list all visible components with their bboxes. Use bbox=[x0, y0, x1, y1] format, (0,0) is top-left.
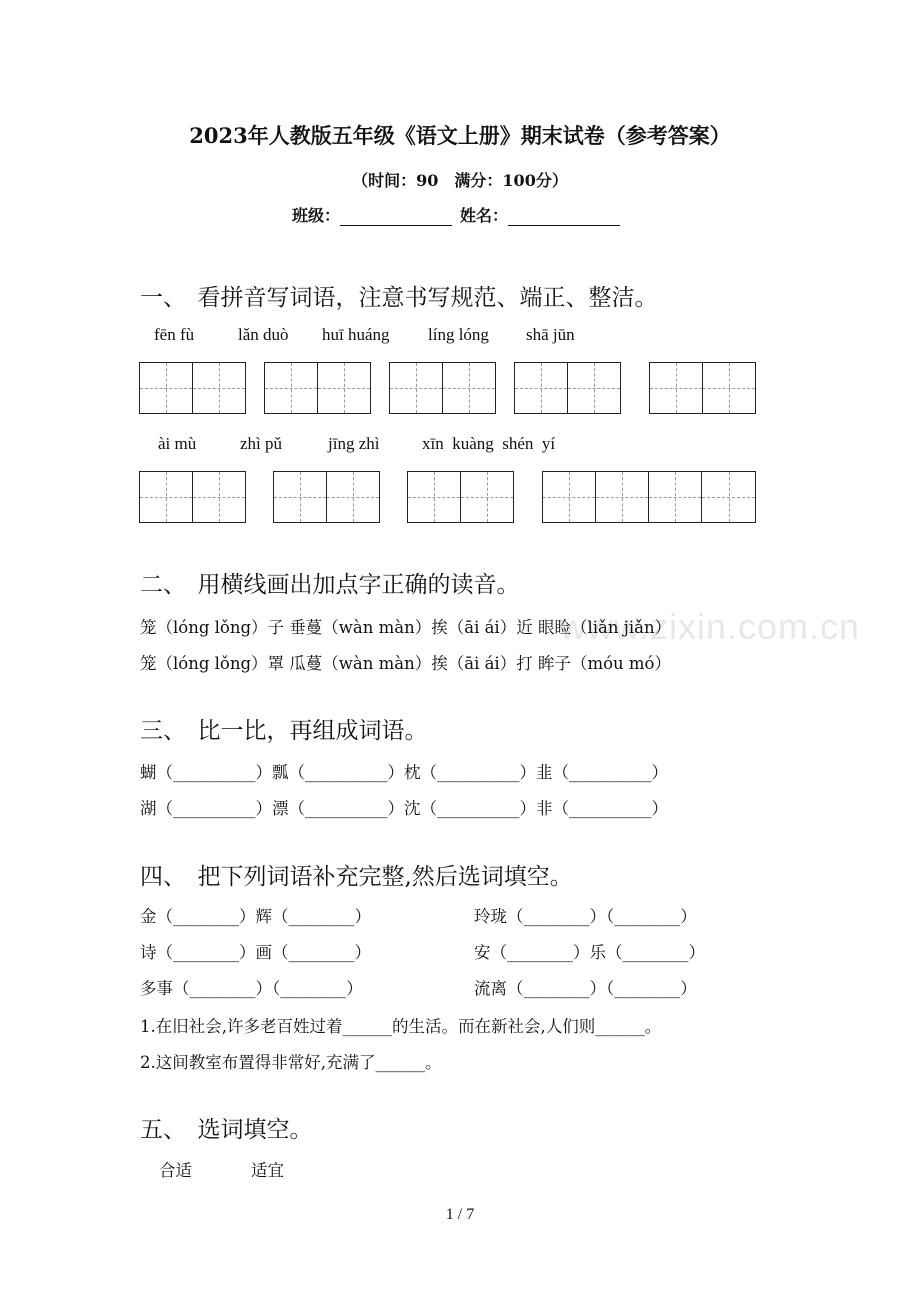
grid-cell[interactable] bbox=[408, 472, 461, 522]
class-label: 班级： bbox=[291, 206, 340, 225]
pinyin-label: ài mù bbox=[158, 434, 197, 453]
grid-cell[interactable] bbox=[274, 472, 327, 522]
fill-word-left: 诗（________）画（________） bbox=[140, 943, 371, 962]
exam-info: （时间：90 满分：100分） bbox=[352, 171, 568, 190]
grid-cell[interactable] bbox=[193, 363, 246, 413]
writing-grid[interactable] bbox=[649, 362, 756, 414]
grid-cell[interactable] bbox=[318, 363, 371, 413]
word-option: 适宜 bbox=[251, 1161, 284, 1180]
section2-heading: 二、 用横线画出加点字正确的读音。 bbox=[140, 572, 520, 598]
writing-grid[interactable] bbox=[514, 362, 621, 414]
grid-cell[interactable] bbox=[390, 363, 443, 413]
section3-heading: 三、 比一比，再组成词语。 bbox=[140, 718, 428, 744]
fill-word-left: 金（________）辉（________） bbox=[140, 907, 371, 926]
grid-cell[interactable] bbox=[543, 472, 596, 522]
pinyin-label: shā jūn bbox=[526, 325, 575, 344]
grid-cell[interactable] bbox=[568, 363, 621, 413]
writing-grid[interactable] bbox=[389, 362, 496, 414]
grid-cell[interactable] bbox=[193, 472, 246, 522]
writing-grid[interactable] bbox=[139, 362, 246, 414]
pronunciation-line: 笼（lóng lǒng）罩 瓜蔓（wàn màn）挨（āi ái）打 眸子（móu mó） bbox=[140, 654, 671, 673]
grid-cell[interactable] bbox=[140, 472, 193, 522]
pinyin-label: líng lóng bbox=[428, 325, 489, 344]
pinyin-label: xīn kuàng shén yí bbox=[422, 434, 556, 453]
name-label: 姓名： bbox=[460, 206, 509, 225]
name-blank[interactable] bbox=[508, 207, 620, 226]
grid-cell[interactable] bbox=[515, 363, 568, 413]
grid-cell[interactable] bbox=[140, 363, 193, 413]
pinyin-label: lǎn duò bbox=[238, 325, 289, 344]
grid-cell[interactable] bbox=[702, 472, 755, 522]
grid-cell[interactable] bbox=[649, 472, 702, 522]
fill-word-right: 流离（________）（________） bbox=[474, 979, 697, 998]
grid-cell[interactable] bbox=[265, 363, 318, 413]
fill-word-right: 安（________）乐（________） bbox=[474, 943, 705, 962]
writing-grid[interactable] bbox=[264, 362, 371, 414]
pinyin-label: fēn fù bbox=[154, 325, 195, 344]
writing-grid[interactable] bbox=[542, 471, 756, 523]
page-title: 2023年人教版五年级《语文上册》期末试卷（参考答案） bbox=[189, 123, 731, 148]
writing-grid[interactable] bbox=[407, 471, 514, 523]
grid-cell[interactable] bbox=[596, 472, 649, 522]
compare-line: 湖（__________）漂（__________）沈（__________）非（__________） bbox=[140, 799, 668, 818]
grid-cell[interactable] bbox=[461, 472, 514, 522]
section1-heading: 一、 看拼音写词语，注意书写规范、端正、整洁。 bbox=[140, 285, 658, 311]
page-number: 1 / 7 bbox=[445, 1206, 475, 1223]
student-info-line bbox=[0, 203, 920, 226]
compare-line: 蝴（__________）瓢（__________）枕（__________）韭（__________） bbox=[140, 763, 668, 782]
pronunciation-line: 笼（lóng lǒng）子 垂蔓（wàn màn）挨（āi ái）近 眼睑（liǎn jiǎn） bbox=[140, 618, 672, 637]
pinyin-label: huī huáng bbox=[322, 325, 390, 344]
class-blank[interactable] bbox=[340, 207, 452, 226]
question-1: 1.在旧社会,许多老百姓过着______的生活。而在新社会,人们则______。 bbox=[140, 1017, 662, 1036]
pinyin-label: jīng zhì bbox=[328, 434, 380, 453]
watermark: www.zixin.com.cn bbox=[560, 606, 861, 647]
word-option: 合适 bbox=[159, 1161, 192, 1180]
writing-grid[interactable] bbox=[273, 471, 380, 523]
writing-grid[interactable] bbox=[139, 471, 246, 523]
section5-heading: 五、 选词填空。 bbox=[140, 1117, 313, 1143]
pinyin-label: zhì pǔ bbox=[240, 434, 283, 453]
grid-cell[interactable] bbox=[650, 363, 703, 413]
grid-cell[interactable] bbox=[703, 363, 756, 413]
fill-word-right: 玲珑（________）（________） bbox=[474, 907, 697, 926]
question-2: 2.这间教室布置得非常好,充满了______。 bbox=[140, 1053, 442, 1072]
grid-cell[interactable] bbox=[443, 363, 496, 413]
fill-word-left: 多事（________）（________） bbox=[140, 979, 363, 998]
grid-cell[interactable] bbox=[327, 472, 380, 522]
section4-heading: 四、 把下列词语补充完整,然后选词填空。 bbox=[140, 864, 573, 890]
